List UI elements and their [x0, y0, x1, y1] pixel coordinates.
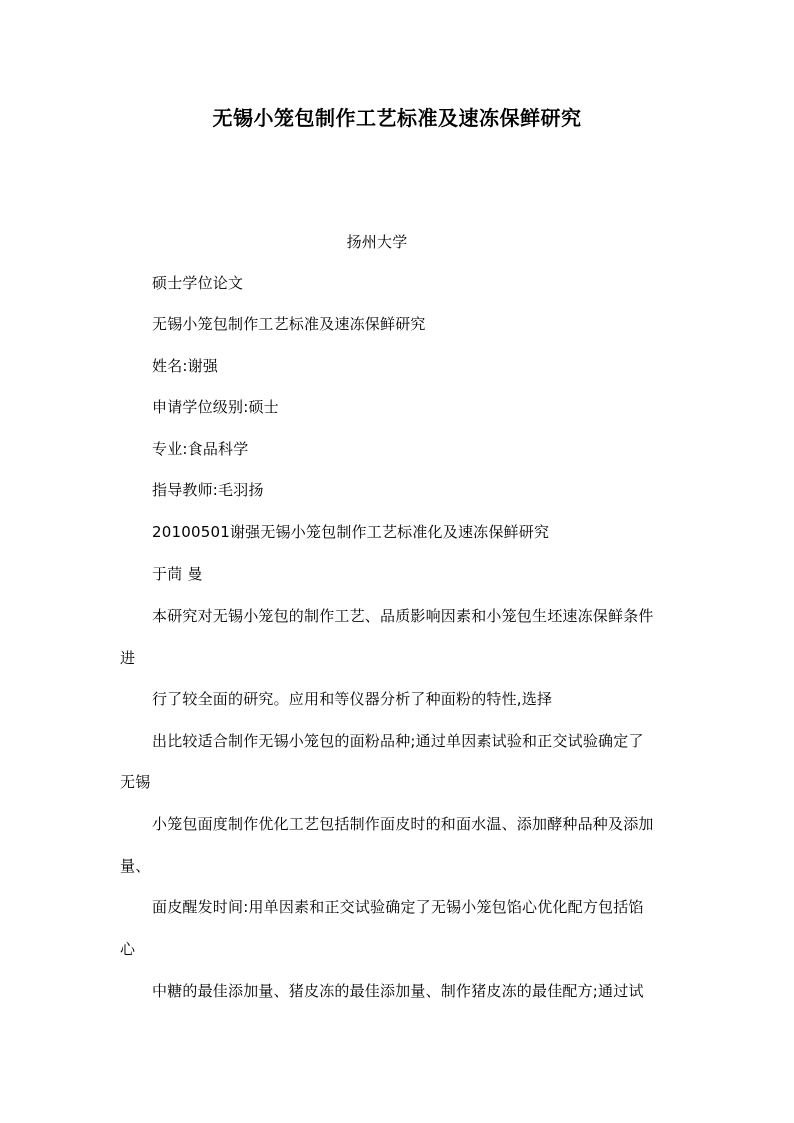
file-reference: 20100501谢强无锡小笼包制作工艺标准化及速冻保鲜研究	[152, 523, 550, 541]
degree-type: 硕士学位论文	[152, 274, 244, 292]
abstract-line: 无锡	[120, 773, 151, 791]
document-title: 无锡小笼包制作工艺标准及速冻保鲜研究	[212, 106, 582, 130]
abstract-line: 出比较适合制作无锡小笼包的面粉品种;通过单因素试验和正交试验确定了	[152, 732, 644, 750]
abstract-line: 本研究对无锡小笼包的制作工艺、品质影响因素和小笼包生坯速冻保鲜条件	[152, 607, 654, 625]
university-name: 扬州大学	[346, 233, 408, 251]
author-name: 姓名:谢强	[152, 357, 219, 375]
abstract-line: 心	[120, 940, 136, 958]
abstract-line: 面皮醒发时间:用单因素和正交试验确定了无锡小笼包馅心优化配方包括馅	[152, 898, 644, 916]
abstract-line: 小笼包面度制作优化工艺包括制作面皮时的和面水温、添加酵种品种及添加	[152, 815, 654, 833]
abstract-line: 进	[120, 649, 136, 667]
advisor: 指导教师:毛羽扬	[152, 481, 264, 499]
abstract-line: 行了较全面的研究。应用和等仪器分析了种面粉的特性,选择	[152, 690, 553, 708]
abstract-line: 中糖的最佳添加量、猪皮冻的最佳添加量、制作猪皮冻的最佳配方;通过试	[152, 982, 644, 1000]
major: 专业:食品科学	[152, 440, 249, 458]
abstract-line: 量、	[120, 857, 151, 875]
thesis-title: 无锡小笼包制作工艺标准及速冻保鲜研究	[152, 315, 426, 333]
degree-level: 申请学位级别:硕士	[152, 398, 279, 416]
contributor-name: 于茼 曼	[152, 565, 203, 583]
